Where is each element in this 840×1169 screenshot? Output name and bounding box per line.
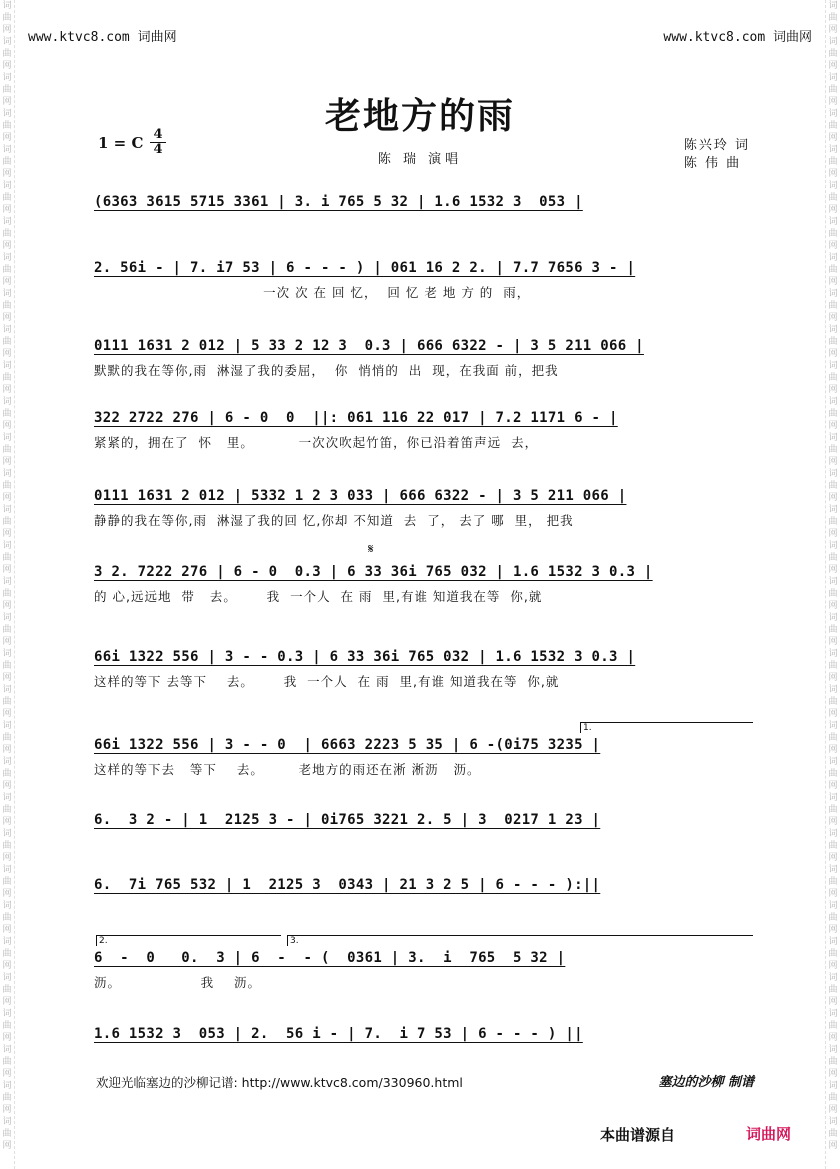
watermark-glyph: 词 (828, 865, 838, 875)
notation-line: 3 2. 7222 276 | 6 - 0 0.3 | 6 33 36i 765 032 | 1.6 1532 3 0.3 | (94, 564, 653, 580)
score-system-2 (94, 256, 756, 302)
watermark-glyph: 词 (828, 649, 838, 659)
performer: 陈 瑞 演唱 (377, 152, 463, 167)
watermark-glyph: 曲 (828, 157, 838, 167)
watermark-glyph: 网 (2, 1141, 12, 1151)
watermark-glyph: 词 (828, 1045, 838, 1055)
watermark-glyph: 词 (2, 541, 12, 551)
watermark-glyph: 词 (828, 577, 838, 587)
watermark-glyph: 网 (828, 421, 838, 431)
lyric-line: 这样的等下 去等下 去。 我 一个人 在 雨 里,有谁 知道我在等 你,就 (94, 674, 560, 689)
watermark-glyph: 词 (2, 505, 12, 515)
watermark-glyph: 网 (2, 529, 12, 539)
lyric-line: 静静的我在等你,雨 淋湿了我的回 忆,你却 不知道 去 了， 去了 哪 里， 把我 (94, 513, 574, 528)
score-system-3 (94, 334, 756, 380)
watermark-glyph: 网 (2, 385, 12, 395)
watermark-glyph: 曲 (2, 913, 12, 923)
watermark-glyph: 曲 (2, 409, 12, 419)
transcriber-credit: 塞边的沙柳 制谱 (658, 1075, 754, 1090)
watermark-glyph: 曲 (2, 481, 12, 491)
watermark-glyph: 曲 (2, 985, 12, 995)
watermark-glyph: 曲 (828, 409, 838, 419)
watermark-glyph: 曲 (828, 445, 838, 455)
watermark-glyph: 网 (828, 925, 838, 935)
watermark-glyph: 词 (828, 1009, 838, 1019)
watermark-glyph: 曲 (2, 157, 12, 167)
notation-line: 1.6 1532 3 053 | 2. 56 i - | 7. i 7 53 | 6 - - - ) || (94, 1026, 583, 1042)
notation-line: 0111 1631 2 012 | 5332 1 2 3 033 | 666 6322 - | 3 5 211 066 | (94, 488, 627, 504)
watermark-glyph: 网 (828, 1069, 838, 1079)
watermark-glyph: 曲 (828, 1129, 838, 1139)
watermark-glyph: 词 (828, 181, 838, 191)
watermark-glyph: 网 (828, 961, 838, 971)
watermark-glyph: 网 (828, 25, 838, 35)
watermark-glyph: 网 (2, 853, 12, 863)
watermark-glyph: 曲 (2, 589, 12, 599)
watermark-glyph: 网 (2, 169, 12, 179)
watermark-glyph: 曲 (828, 733, 838, 743)
watermark-glyph: 网 (2, 709, 12, 719)
watermark-glyph: 网 (2, 889, 12, 899)
watermark-glyph: 词 (2, 649, 12, 659)
score-system-6 (94, 560, 756, 606)
watermark-glyph: 曲 (2, 373, 12, 383)
watermark-glyph: 网 (2, 1105, 12, 1115)
watermark-glyph: 曲 (2, 13, 12, 23)
site-url-right[interactable]: www.ktvc8.com 词曲网 (663, 30, 812, 45)
notation-line: 322 2722 276 | 6 - 0 0 ||: 061 116 22 017 | 7.2 1171 6 - | (94, 410, 618, 426)
watermark-glyph: 曲 (2, 877, 12, 887)
volta-2: 2. (96, 935, 281, 946)
watermark-glyph: 网 (828, 493, 838, 503)
watermark-glyph: 曲 (828, 841, 838, 851)
watermark-glyph: 词 (2, 73, 12, 83)
watermark-glyph: 词 (828, 613, 838, 623)
watermark-glyph: 词 (828, 397, 838, 407)
watermark-glyph: 词 (828, 361, 838, 371)
notation-line: (6363 3615 5715 3361 | 3. i 765 5 32 | 1.6 1532 3 053 | (94, 194, 583, 210)
watermark-glyph: 词 (2, 901, 12, 911)
lyric-line: 的 心,远远地 带 去。 我 一个人 在 雨 里,有谁 知道我在等 你,就 (94, 589, 543, 604)
watermark-glyph: 网 (828, 853, 838, 863)
watermark-glyph: 词 (2, 937, 12, 947)
watermark-glyph: 词 (2, 1081, 12, 1091)
watermark-glyph: 网 (2, 637, 12, 647)
watermark-glyph: 网 (828, 313, 838, 323)
watermark-glyph: 网 (2, 997, 12, 1007)
watermark-glyph: 词 (828, 901, 838, 911)
watermark-glyph: 词 (2, 217, 12, 227)
watermark-glyph: 曲 (828, 1021, 838, 1031)
watermark-glyph: 词 (2, 397, 12, 407)
watermark-glyph: 网 (2, 925, 12, 935)
notation-line: 6. 7i 765 532 | 1 2125 3 0343 | 21 3 2 5 | 6 - - - ):|| (94, 877, 601, 893)
watermark-glyph: 网 (2, 277, 12, 287)
time-signature-top: 4 (153, 127, 163, 142)
watermark-glyph: 网 (828, 781, 838, 791)
watermark-glyph: 曲 (2, 445, 12, 455)
watermark-glyph: 词 (2, 1, 12, 11)
watermark-glyph: 曲 (2, 625, 12, 635)
watermark-glyph: 网 (828, 673, 838, 683)
watermark-glyph: 曲 (828, 949, 838, 959)
notation-line: 6 - 0 0. 3 | 6 - - ( 0361 | 3. i 765 5 32 | (94, 950, 566, 966)
lyric-line: 一次 次 在 回 忆， 回 忆 老 地 方 的 雨， (94, 285, 531, 300)
watermark-glyph: 网 (828, 565, 838, 575)
watermark-glyph: 网 (828, 817, 838, 827)
watermark-glyph: 网 (2, 457, 12, 467)
watermark-glyph: 曲 (828, 193, 838, 203)
watermark-glyph: 网 (2, 745, 12, 755)
watermark-glyph: 词 (2, 37, 12, 47)
score-system-1 (94, 190, 756, 236)
watermark-glyph: 网 (828, 1141, 838, 1151)
watermark-glyph: 曲 (2, 85, 12, 95)
watermark-glyph: 曲 (2, 193, 12, 203)
watermark-glyph: 网 (828, 277, 838, 287)
watermark-glyph: 网 (828, 169, 838, 179)
watermark-glyph: 曲 (2, 805, 12, 815)
watermark-glyph: 网 (828, 889, 838, 899)
watermark-glyph: 网 (2, 781, 12, 791)
source-label: 本曲谱源自 (600, 1126, 676, 1144)
watermark-glyph: 曲 (2, 265, 12, 275)
watermark-glyph: 词 (2, 613, 12, 623)
watermark-glyph: 词 (828, 505, 838, 515)
watermark-glyph: 词 (828, 721, 838, 731)
watermark-glyph: 曲 (828, 373, 838, 383)
watermark-glyph: 词 (2, 361, 12, 371)
watermark-glyph: 曲 (2, 1021, 12, 1031)
watermark-glyph: 曲 (828, 337, 838, 347)
watermark-glyph: 曲 (828, 301, 838, 311)
watermark-glyph: 曲 (2, 1093, 12, 1103)
watermark-glyph: 词 (828, 973, 838, 983)
score-system-5 (94, 484, 756, 530)
watermark-glyph: 网 (2, 349, 12, 359)
watermark-glyph: 网 (2, 673, 12, 683)
watermark-glyph: 词 (828, 253, 838, 263)
watermark-glyph: 曲 (2, 949, 12, 959)
watermark-glyph: 网 (2, 1033, 12, 1043)
lyric-line: 这样的等下去 等下 去。 老地方的雨还在淅 淅沥 沥。 (94, 762, 481, 777)
watermark-glyph: 词 (828, 1117, 838, 1127)
score-system-7 (94, 645, 756, 691)
watermark-glyph: 曲 (828, 589, 838, 599)
watermark-glyph: 曲 (2, 697, 12, 707)
notation-line: 6. 3 2 - | 1 2125 3 - | 0i765 3221 2. 5 | 3 0217 1 23 | (94, 812, 601, 828)
watermark-glyph: 网 (2, 961, 12, 971)
volta-1: 1. (580, 722, 753, 733)
watermark-glyph: 词 (2, 253, 12, 263)
watermark-glyph: 词 (828, 793, 838, 803)
score-system-11 (94, 946, 756, 992)
notation-line: 66i 1322 556 | 3 - - 0 | 6663 2223 5 35 | 6 -(0i75 3235 | (94, 737, 601, 753)
watermark-glyph: 曲 (2, 229, 12, 239)
watermark-glyph: 词 (828, 433, 838, 443)
watermark-glyph: 词 (828, 109, 838, 119)
watermark-glyph: 词 (2, 289, 12, 299)
watermark-glyph: 网 (828, 637, 838, 647)
right-watermark-strip (825, 0, 840, 1169)
site-url-left[interactable]: www.ktvc8.com 词曲网 (28, 30, 177, 45)
watermark-glyph: 词 (2, 1009, 12, 1019)
watermark-glyph: 网 (828, 97, 838, 107)
watermark-glyph: 曲 (828, 877, 838, 887)
watermark-glyph: 网 (2, 241, 12, 251)
watermark-glyph: 网 (2, 493, 12, 503)
lyric-line: 沥。 我 沥。 (94, 975, 261, 990)
credits (684, 137, 750, 173)
watermark-glyph: 网 (828, 709, 838, 719)
watermark-glyph: 词 (2, 973, 12, 983)
watermark-glyph: 词 (828, 541, 838, 551)
watermark-glyph: 曲 (2, 1129, 12, 1139)
left-watermark-strip (0, 0, 15, 1169)
watermark-glyph: 曲 (828, 1057, 838, 1067)
score-system-10 (94, 873, 756, 897)
watermark-glyph: 词 (2, 865, 12, 875)
watermark-glyph: 词 (2, 469, 12, 479)
watermark-glyph: 词 (2, 577, 12, 587)
watermark-glyph: 网 (828, 1105, 838, 1115)
watermark-glyph: 曲 (828, 481, 838, 491)
watermark-glyph: 曲 (828, 805, 838, 815)
watermark-glyph: 词 (2, 1045, 12, 1055)
watermark-glyph: 曲 (828, 553, 838, 563)
watermark-glyph: 曲 (2, 769, 12, 779)
watermark-glyph: 曲 (2, 661, 12, 671)
notation-line: 2. 56i - | 7. i7 53 | 6 - - - ) | 061 16 2 2. | 7.7 7656 3 - | (94, 260, 636, 276)
watermark-glyph: 曲 (828, 985, 838, 995)
watermark-glyph: 词 (2, 109, 12, 119)
watermark-glyph: 词 (2, 433, 12, 443)
watermark-glyph: 词 (2, 757, 12, 767)
watermark-glyph: 网 (828, 745, 838, 755)
watermark-glyph: 网 (828, 349, 838, 359)
watermark-glyph: 网 (2, 313, 12, 323)
song-title: 老地方的雨 (324, 95, 515, 137)
watermark-glyph: 网 (2, 61, 12, 71)
source-brand-link[interactable]: 词曲网 (746, 1125, 792, 1143)
watermark-glyph: 网 (2, 133, 12, 143)
volta-3: 3. (287, 935, 753, 946)
watermark-glyph: 曲 (2, 301, 12, 311)
lyric-line: 紧紧的，拥在了 怀 里。 一次次吹起竹笛，你已沿着笛声远 去， (94, 435, 539, 450)
watermark-glyph: 词 (2, 829, 12, 839)
lyricist: 陈兴玲 词 (683, 138, 750, 153)
score-system-9 (94, 808, 756, 832)
watermark-glyph: 网 (828, 133, 838, 143)
watermark-glyph: 词 (2, 793, 12, 803)
watermark-glyph: 网 (2, 25, 12, 35)
watermark-glyph: 曲 (828, 229, 838, 239)
watermark-glyph: 曲 (828, 49, 838, 59)
composer: 陈 伟 曲 (683, 156, 742, 171)
watermark-glyph: 词 (2, 181, 12, 191)
watermark-glyph: 网 (2, 817, 12, 827)
watermark-glyph: 词 (828, 289, 838, 299)
watermark-glyph: 曲 (2, 1057, 12, 1067)
watermark-glyph: 网 (828, 241, 838, 251)
key-signature: 1 = C (98, 134, 144, 152)
watermark-glyph: 网 (2, 1069, 12, 1079)
lyric-line: 默默的我在等你,雨 淋湿了我的委屈， 你 悄悄的 出 现，在我面 前，把我 (94, 363, 559, 378)
watermark-glyph: 词 (828, 73, 838, 83)
watermark-glyph: 曲 (2, 553, 12, 563)
watermark-glyph: 曲 (828, 265, 838, 275)
watermark-glyph: 网 (828, 385, 838, 395)
watermark-glyph: 词 (828, 757, 838, 767)
watermark-glyph: 词 (828, 469, 838, 479)
watermark-glyph: 曲 (828, 121, 838, 131)
segno-icon: 𝄋 (368, 542, 374, 557)
watermark-glyph: 词 (2, 145, 12, 155)
watermark-glyph: 网 (828, 61, 838, 71)
watermark-glyph: 词 (2, 325, 12, 335)
watermark-glyph: 曲 (2, 841, 12, 851)
watermark-glyph: 曲 (828, 625, 838, 635)
notation-line: 66i 1322 556 | 3 - - 0.3 | 6 33 36i 765 032 | 1.6 1532 3 0.3 | (94, 649, 636, 665)
watermark-glyph: 词 (828, 1081, 838, 1091)
watermark-glyph: 词 (828, 685, 838, 695)
time-signature-bottom: 4 (150, 142, 166, 157)
score-system-4 (94, 406, 756, 452)
watermark-glyph: 词 (828, 217, 838, 227)
lyric-line (94, 218, 756, 236)
watermark-glyph: 曲 (2, 733, 12, 743)
watermark-glyph: 曲 (828, 13, 838, 23)
watermark-glyph: 词 (2, 1117, 12, 1127)
watermark-glyph: 曲 (2, 517, 12, 527)
score-system-8 (94, 733, 756, 779)
watermark-glyph: 词 (2, 721, 12, 731)
watermark-glyph: 词 (828, 1, 838, 11)
watermark-glyph: 曲 (828, 85, 838, 95)
watermark-glyph: 网 (828, 997, 838, 1007)
watermark-glyph: 曲 (828, 697, 838, 707)
watermark-glyph: 曲 (828, 1093, 838, 1103)
watermark-glyph: 曲 (828, 517, 838, 527)
watermark-glyph: 网 (828, 1033, 838, 1043)
watermark-glyph: 网 (2, 421, 12, 431)
watermark-glyph: 网 (2, 97, 12, 107)
watermark-glyph: 网 (2, 205, 12, 215)
watermark-glyph: 网 (828, 601, 838, 611)
watermark-glyph: 网 (2, 565, 12, 575)
notation-line: 0111 1631 2 012 | 5 33 2 12 3 0.3 | 666 6322 - | 3 5 211 066 | (94, 338, 644, 354)
watermark-glyph: 网 (828, 205, 838, 215)
watermark-glyph: 词 (2, 685, 12, 695)
watermark-glyph: 曲 (2, 121, 12, 131)
watermark-glyph: 词 (828, 145, 838, 155)
watermark-glyph: 网 (828, 457, 838, 467)
watermark-glyph: 词 (828, 937, 838, 947)
watermark-glyph: 网 (2, 601, 12, 611)
watermark-glyph: 曲 (2, 337, 12, 347)
watermark-glyph: 曲 (2, 49, 12, 59)
watermark-glyph: 曲 (828, 913, 838, 923)
watermark-glyph: 词 (828, 829, 838, 839)
watermark-glyph: 词 (828, 325, 838, 335)
score-system-12 (94, 1022, 756, 1046)
watermark-glyph: 网 (828, 529, 838, 539)
watermark-glyph: 曲 (828, 661, 838, 671)
watermark-glyph: 曲 (828, 769, 838, 779)
footer-link[interactable]: 欢迎光临塞边的沙柳记谱: http://www.ktvc8.com/330960.html (96, 1075, 463, 1090)
watermark-glyph: 词 (828, 37, 838, 47)
